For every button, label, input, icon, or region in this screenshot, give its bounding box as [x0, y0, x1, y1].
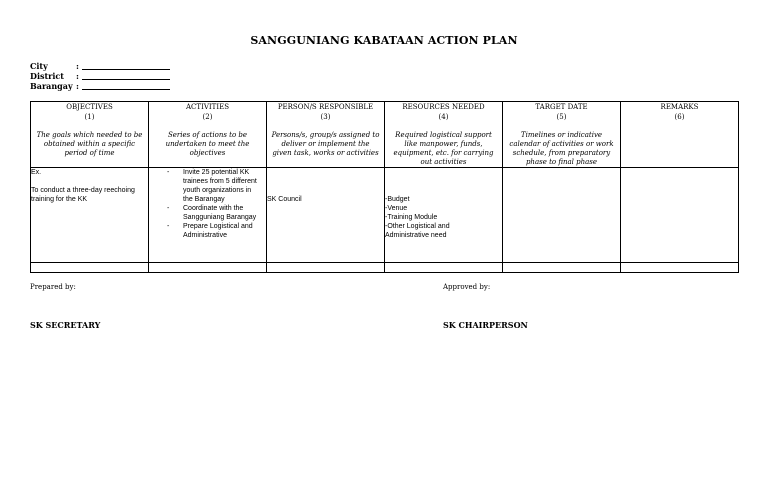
blank-cell[interactable]: [267, 263, 385, 273]
list-item: - Prepare Logistical and Administrative: [181, 222, 262, 240]
col-description: Persons/s, group/s assigned to deliver or implement the given task, works or activities: [271, 131, 380, 157]
blank-cell[interactable]: [621, 263, 739, 273]
resources-cell[interactable]: [385, 168, 503, 263]
location-fields: [30, 61, 170, 91]
example-label: Ex.: [31, 169, 42, 176]
col-description: The goals which needed to be obtained within a specific period of time: [36, 131, 143, 157]
prepared-by-label: Prepared by:: [30, 283, 76, 291]
header-target-date: [503, 102, 621, 168]
col-number: (4): [438, 113, 449, 121]
col-description: Required logistical support like manpower, funds, equipment, etc. for carrying out activities: [393, 131, 494, 166]
col-title: ACTIVITIES: [185, 103, 229, 111]
resource-item: -Venue: [385, 205, 408, 212]
col-title: PERSON/S RESPONSIBLE: [277, 103, 374, 111]
approved-by-label: Approved by:: [443, 283, 491, 291]
list-item: - Invite 25 potential KK trainees from 5 different youth organizations in the Barangay: [181, 168, 262, 204]
col-number: (3): [320, 113, 331, 121]
responsible-cell[interactable]: [267, 168, 385, 263]
city-colon: :: [76, 61, 79, 71]
col-number: (6): [674, 113, 685, 121]
header-persons-responsible: [267, 102, 385, 168]
action-plan-table: [30, 101, 739, 273]
district-label: District: [30, 71, 64, 81]
col-description: Series of actions to be undertaken to meet the objectives: [165, 131, 250, 157]
blank-cell[interactable]: [31, 263, 149, 273]
remarks-cell[interactable]: [621, 168, 739, 263]
responsible-text: SK Council: [267, 196, 302, 203]
col-title: TARGET DATE: [535, 103, 588, 111]
col-title: RESOURCES NEEDED: [402, 103, 485, 111]
table-header-row: [31, 102, 739, 168]
resource-item: -Other Logistical and Administrative need: [385, 223, 450, 239]
barangay-blank-line[interactable]: [82, 89, 170, 90]
header-activities: [149, 102, 267, 168]
table-row-example: [31, 168, 739, 263]
header-objectives: [31, 102, 149, 168]
list-item: - Coordinate with the Sangguniang Barangay: [181, 204, 262, 222]
district-colon: :: [76, 71, 79, 81]
col-description: Timelines or indicative calendar of activities or work schedule, from preparatory phase to final phase: [509, 131, 614, 166]
barangay-label: Barangay: [30, 81, 73, 91]
col-number: (1): [84, 113, 95, 121]
header-resources-needed: [385, 102, 503, 168]
objective-text: To conduct a three-day reechoing training for the KK: [31, 187, 135, 203]
resource-item: -Budget: [385, 196, 410, 203]
document-title: SANGGUNIANG KABATAAN ACTION PLAN: [250, 34, 518, 47]
blank-cell[interactable]: [385, 263, 503, 273]
city-blank-line[interactable]: [82, 69, 170, 70]
table-row-blank: [31, 263, 739, 273]
col-number: (2): [202, 113, 213, 121]
header-remarks: [621, 102, 739, 168]
barangay-colon: :: [76, 81, 79, 91]
district-blank-line[interactable]: [82, 79, 170, 80]
blank-cell[interactable]: [503, 263, 621, 273]
target-date-cell[interactable]: [503, 168, 621, 263]
blank-cell[interactable]: [149, 263, 267, 273]
resource-item: -Training Module: [385, 214, 438, 221]
activities-list: [167, 168, 262, 240]
activities-cell[interactable]: [149, 168, 267, 263]
col-number: (5): [556, 113, 567, 121]
sk-chairperson-label: SK CHAIRPERSON: [443, 320, 528, 330]
barangay-field: [30, 81, 170, 91]
objective-cell[interactable]: [31, 168, 149, 263]
col-title: REMARKS: [660, 103, 699, 111]
city-field: [30, 61, 170, 71]
district-field: [30, 71, 170, 81]
city-label: City: [30, 61, 48, 71]
col-title: OBJECTIVES: [66, 103, 113, 111]
sk-secretary-label: SK SECRETARY: [30, 320, 101, 330]
